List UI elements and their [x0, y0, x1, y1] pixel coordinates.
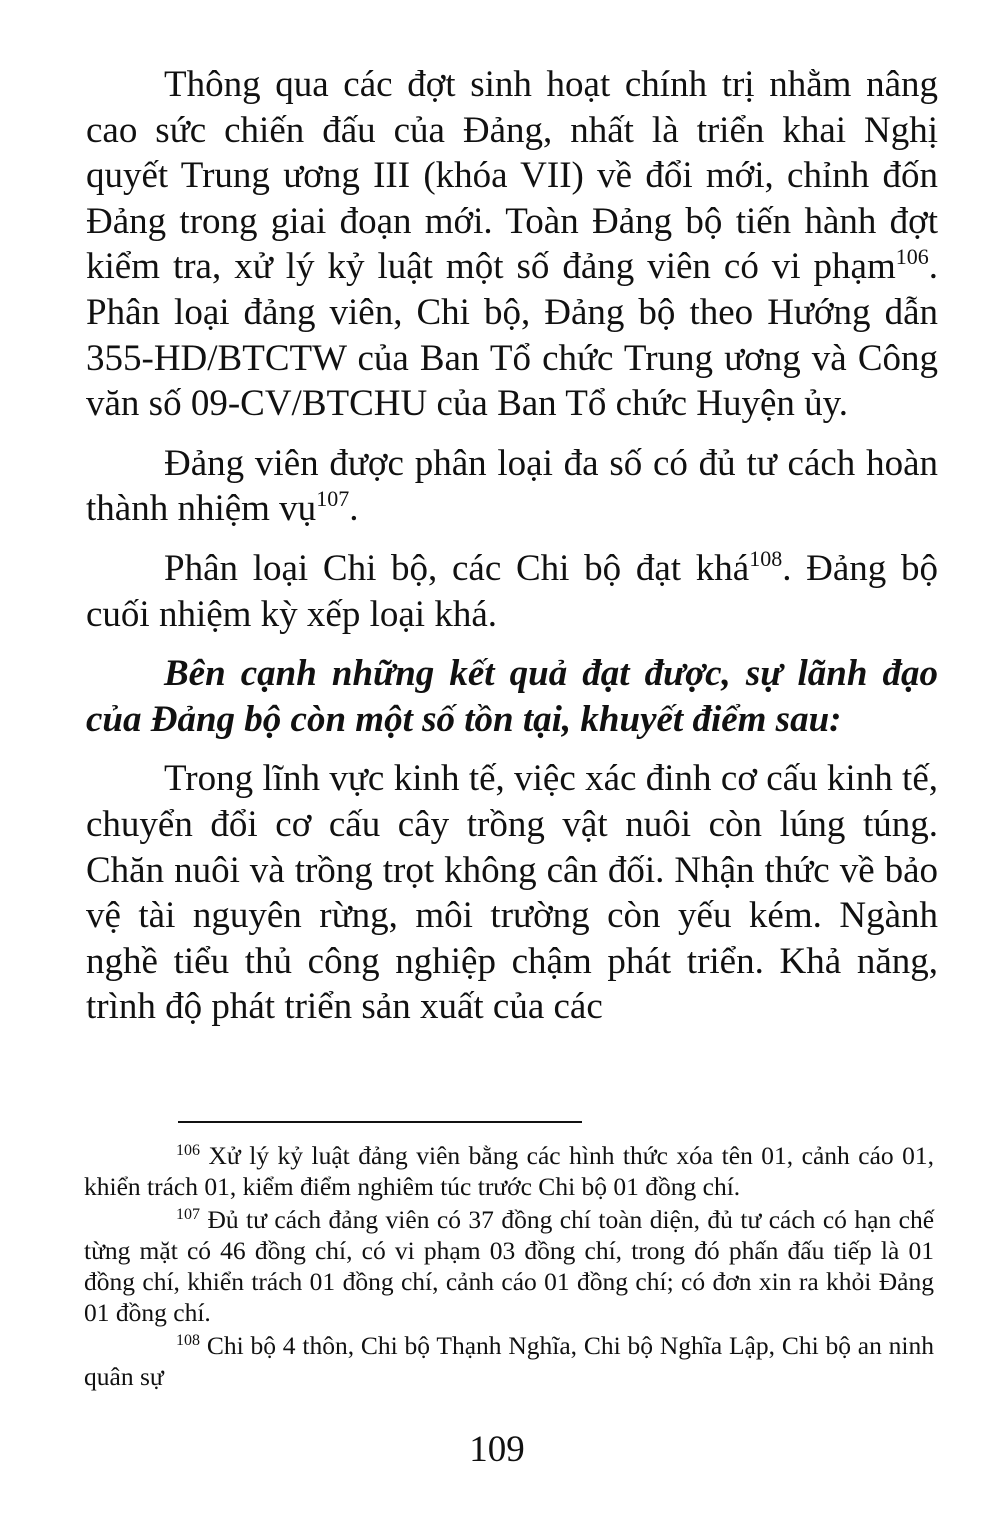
footnote-ref-107: 107	[316, 486, 350, 512]
footnote-text: Xử lý kỷ luật đảng viên bằng các hình thức xóa tên 01, cảnh cáo 01, khiển trách 01, kiểm điểm nghiêm túc trước Chi bộ 01 đồng chí.	[84, 1141, 935, 1201]
paragraph-text: .	[349, 488, 359, 530]
paragraph	[86, 441, 938, 532]
footnotes	[84, 1140, 934, 1394]
footnote-number: 108	[176, 1332, 200, 1349]
footnote-107	[84, 1204, 934, 1328]
footnote-number: 107	[176, 1206, 200, 1223]
footnote-108	[84, 1330, 934, 1392]
paragraph-text: Đảng viên được phân loại đa số có đủ tư cách hoàn thành nhiệm vụ	[86, 442, 938, 530]
heading-text: Bên cạnh những kết quả đạt được, sự lãnh đạo của Đảng bộ còn một số tồn tại, khuyết điểm sau:	[86, 653, 938, 740]
footnote-text: Đủ tư cách đảng viên có 37 đồng chí toàn diện, đủ tư cách có hạn chế từng mặt có 46 đồng chí, có vi phạm 03 đồng chí, trong đó phấn đấu tiếp là 01 đồng chí, khiển trách 01 đồng chí, cảnh cáo 01 đồng chí; có đơn xin ra khỏi Đảng 01 đồng chí.	[84, 1205, 935, 1327]
footnote-106	[84, 1140, 934, 1202]
paragraph	[86, 756, 938, 1030]
section-heading	[86, 651, 938, 742]
paragraph	[86, 62, 938, 427]
footnote-ref-106: 106	[895, 244, 929, 270]
paragraph-text: Trong lĩnh vực kinh tế, việc xác đinh cơ cấu kinh tế, chuyển đổi cơ cấu cây trồng vật nuôi còn lúng túng. Chăn nuôi và trồng trọt không cân đối. Nhận thức về bảo vệ tài nguyên rừng, môi trường còn yếu kém. Ngành nghề tiểu thủ công nghiệp chậm phát triển. Khả năng, trình độ phát triển sản xuất của các	[86, 758, 938, 1028]
page-number: 109	[469, 1429, 525, 1470]
footnote-text: Chi bộ 4 thôn, Chi bộ Thạnh Nghĩa, Chi bộ Nghĩa Lập, Chi bộ an ninh quân sự	[84, 1331, 935, 1391]
paragraph	[86, 546, 938, 637]
paragraph-text: Phân loại Chi bộ, các Chi bộ đạt khá	[164, 547, 750, 589]
paragraph-text: Thông qua các đợt sinh hoạt chính trị nhằm nâng cao sức chiến đấu của Đảng, nhất là triển khai Nghị quyết Trung ương III (khóa VII) về đổi mới, chỉnh đốn Đảng trong giai đoạn mới. Toàn Đảng bộ tiến hành đợt kiểm tra, xử lý kỷ luật một số đảng viên có vi phạm	[86, 64, 938, 288]
footnote-divider	[178, 1121, 582, 1123]
footnote-number: 106	[176, 1142, 200, 1159]
body-text	[86, 62, 938, 1030]
paragraph-text: . Phân loại đảng viên, Chi bộ, Đảng bộ theo Hướng dẫn 355-HD/BTCTW của Ban Tổ chức Trung ương và Công văn số 09-CV/BTCHU của Ban Tổ chức Huyện ủy.	[86, 246, 938, 425]
paragraph-text: . Đảng bộ cuối nhiệm kỳ xếp loại khá.	[86, 547, 938, 635]
footnote-ref-108: 108	[749, 545, 783, 571]
